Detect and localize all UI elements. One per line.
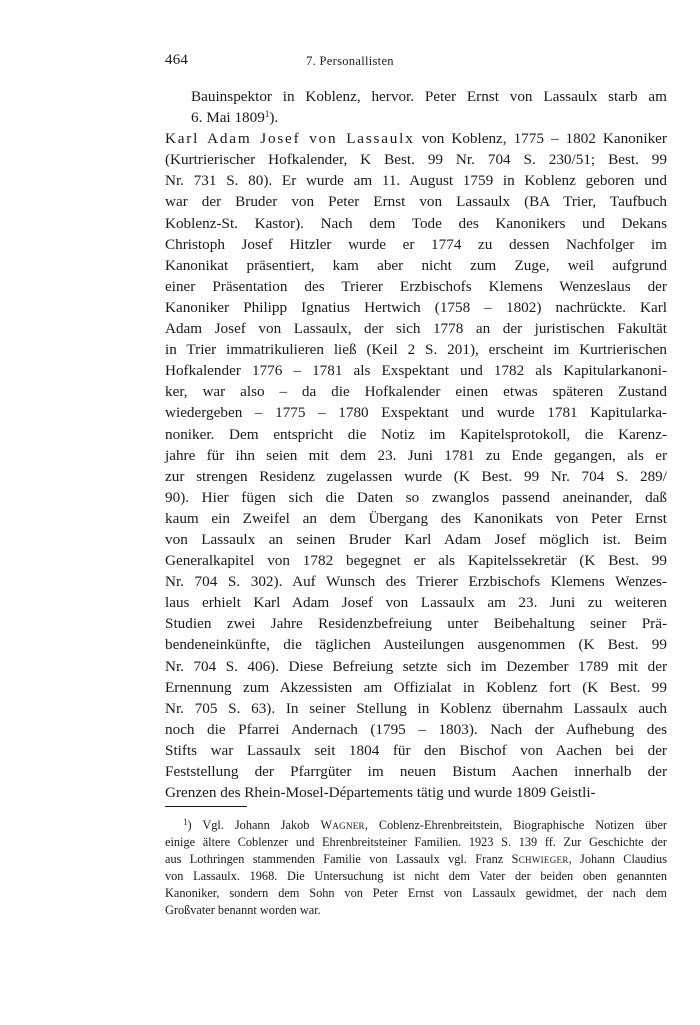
text-line: zur strengen Residenz zugelassen wurde (K Best. 99 Nr. 704 S. 289/ xyxy=(165,467,667,485)
footnote-line: einige ältere Coblenzer und Ehrenbreitsteiner Familien. 1923 S. 139 ff. Zur Geschichte der xyxy=(165,834,667,849)
footnote-reference[interactable]: 1 xyxy=(264,109,270,120)
running-head: 7. Personallisten xyxy=(306,54,394,68)
footnote-line: von Lassaulx. 1968. Die Untersuchung ist nicht dem Vater der beiden oben genannten xyxy=(165,868,667,883)
footnote-divider xyxy=(165,806,247,807)
footnote-marker: 1 xyxy=(183,817,188,827)
text-line: Koblenz-St. Kastor). Nach dem Tode des Kanonikers und Dekans xyxy=(165,214,667,232)
text-line: 90). Hier fügen sich die Daten so zwanglos passend aneinander, daß xyxy=(165,488,667,506)
text-fragment: aus Lothringen stammenden Familie von Lassaulx vgl. Franz xyxy=(165,851,512,866)
text-line: Nr. 705 S. 63). In seiner Stellung in Koblenz übernahm Lassaulx auch xyxy=(165,699,667,717)
text-line: Christoph Josef Hitzler wurde er 1774 zu dessen Nachfolger im xyxy=(165,235,667,253)
footnote xyxy=(165,814,667,918)
text-fragment: , Coblenz-Ehrenbreitstein, Biographische Notizen über xyxy=(364,818,668,832)
text-line: von Lassaulx an seinen Bruder Karl Adam Josef möglich ist. Beim xyxy=(165,530,667,548)
text-line: war der Bruder von Peter Ernst von Lassaulx (BA Trier, Taufbuch xyxy=(165,193,667,211)
text-line xyxy=(165,128,667,149)
page-number: 464 xyxy=(165,52,189,68)
text-line: (Kurtrierischer Hofkalender, K Best. 99 Nr. 704 S. 230/51; Best. 99 xyxy=(165,151,667,169)
text-line: Stifts war Lassaulx seit 1804 für den Bischof von Aachen bei der xyxy=(165,741,667,759)
text-line: jahre für ihn seien mit dem 23. Juni 1781 zu Ende gegangen, als er xyxy=(165,446,667,464)
footnote-line xyxy=(165,851,667,868)
text-fragment: , Johann Claudius xyxy=(568,851,667,866)
text-line: einer Präsentation des Trierer Erzbischofs Klemens Wenzeslaus der xyxy=(165,277,667,295)
continuation-paragraph xyxy=(165,86,667,128)
text-line: laus erhielt Karl Adam Josef von Lassaulx am 23. Juni zu weiteren xyxy=(165,594,667,612)
footnote-line: Großvater benannt worden war. xyxy=(165,902,321,917)
text-line xyxy=(191,107,667,128)
author-name: Schwieger xyxy=(511,851,569,866)
text-line: kaum ein Zweifel an dem Übergang des Kanonikats von Peter Ernst xyxy=(165,509,667,527)
text-line: Grenzen des Rhein-Mosel-Départements tätig und wurde 1809 Geistli- xyxy=(165,784,596,802)
text-fragment: von Koblenz, 1775 – 1802 Kanoniker xyxy=(414,130,667,148)
text-line: ker, war also – da die Hofkalender einen etwas späteren Zustand xyxy=(165,383,667,401)
text-line: Kanonikat präsentiert, kam aber nicht zum Zuge, weil aufgrund xyxy=(165,256,667,274)
text-fragment: ) Vgl. Johann Jakob xyxy=(187,818,321,832)
text-line: in Trier immatrikulieren ließ (Keil 2 S. 201), erscheint im Kurtrierischen xyxy=(165,341,667,359)
text-fragment: 6. Mai 1809 xyxy=(191,109,265,127)
text-line: Hofkalender 1776 – 1781 als Exspektant und 1782 als Kapitularkanoni- xyxy=(165,362,667,380)
text-line: Kanoniker Philipp Ignatius Hertwich (1758 – 1802) nachrückte. Karl xyxy=(165,298,667,316)
text-line: Bauinspektor in Koblenz, hervor. Peter Ernst von Lassaulx starb am xyxy=(191,88,667,105)
entry-paragraph xyxy=(165,128,667,803)
text-line: Ernennung zum Akzessisten am Offizialat in Koblenz fort (K Best. 99 xyxy=(165,678,667,696)
text-line: noniker. Dem entspricht die Notiz im Kapitelsprotokoll, die Karenz- xyxy=(165,425,667,443)
footnote-line: Kanoniker, sondern dem Sohn von Peter Ernst von Lassaulx gewidmet, der nach dem xyxy=(165,885,667,900)
main-text xyxy=(165,86,667,803)
text-line: Nr. 704 S. 406). Diese Befreiung setzte sich im Dezember 1789 mit der xyxy=(165,657,667,675)
text-line: wiedergeben – 1775 – 1780 Exspektant und wurde 1781 Kapitularka- xyxy=(165,404,667,422)
text-line: Nr. 731 S. 80). Er wurde am 11. August 1759 in Koblenz geboren und xyxy=(165,172,667,190)
text-line: Feststellung der Pfarrgüter im neuen Bistum Aachen innerhalb der xyxy=(165,763,667,780)
text-line: Adam Josef von Lassaulx, der sich 1778 an der juristischen Fakultät xyxy=(165,320,667,338)
footnote-line xyxy=(165,814,667,834)
text-line: bendeneinkünfte, die täglichen Austeilungen ausgenommen (K Best. 99 xyxy=(165,636,667,654)
entry-name: Karl Adam Josef von Lassaulx xyxy=(165,130,415,148)
author-name: Wagner xyxy=(320,818,365,832)
text-fragment: ). xyxy=(269,109,279,127)
text-line: Studien zwei Jahre Residenzbefreiung unter Beibehaltung seiner Prä- xyxy=(165,615,667,633)
text-line: Nr. 704 S. 302). Auf Wunsch des Trierer Erzbischofs Klemens Wenzes- xyxy=(165,573,667,591)
text-line: Generalkapitel von 1782 begegnet er als Kapitelssekretär (K Best. 99 xyxy=(165,552,667,570)
text-line: noch die Pfarrei Andernach (1795 – 1803). Nach der Aufhebung des xyxy=(165,720,667,738)
